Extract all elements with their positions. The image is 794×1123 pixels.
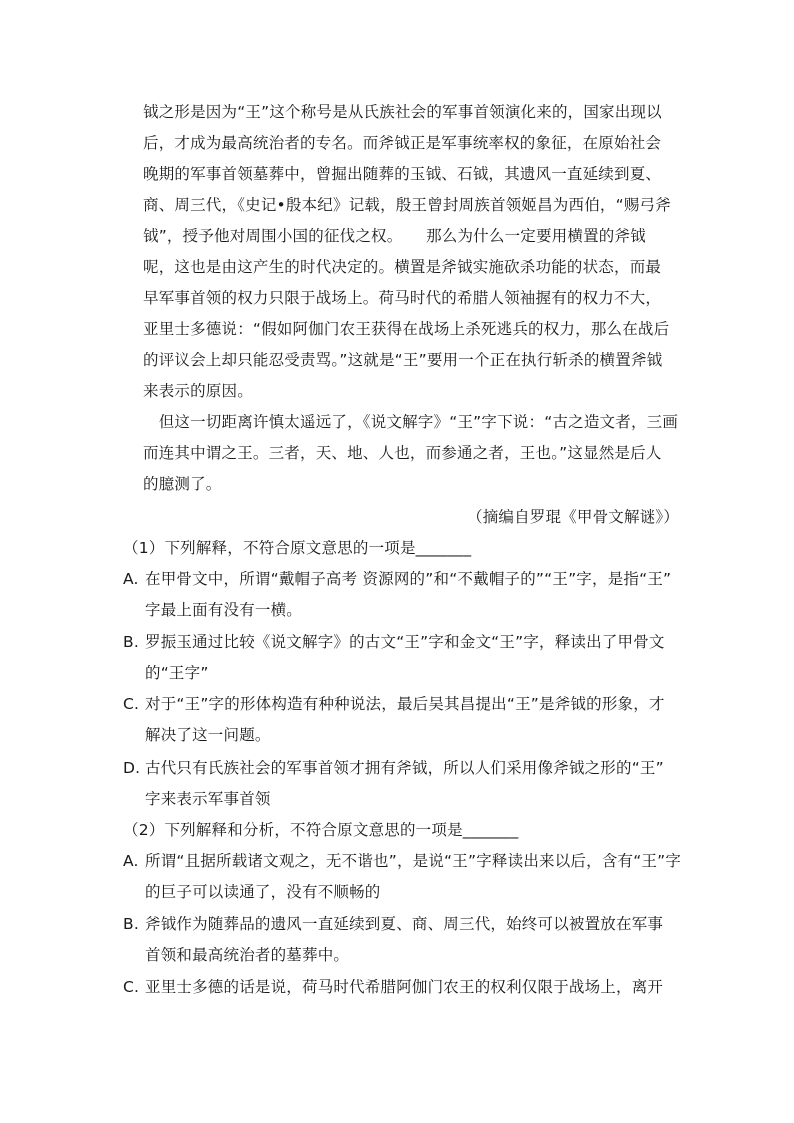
option-text: 解决了这一问题。 [145, 726, 271, 744]
passage-line: 早军事首领的权力只限于战场上。荷马时代的希腊人领袖握有的权力不大， [143, 289, 662, 307]
option-text: 罗振玉通过比较《说文解字》的古文“王”字和金文“王”字，释读出了甲骨文 [145, 633, 665, 651]
passage-line: 呢，这也是由这产生的时代决定的。横置是斧钺实施砍杀功能的状态，而最 [143, 258, 662, 276]
option-letter: A. [123, 852, 139, 870]
option-text: 对于“王”字的形体构造有种种说法，最后吴其昌提出“王”是斧钺的形象，才 [145, 695, 665, 713]
option-text: 首领和最高统治者的墓葬中。 [145, 946, 350, 964]
passage-line: 钺”，授予他对周围小国的征伐之权。 那么为什么一定要用横置的斧钺 [143, 227, 646, 245]
passage-line: 来表示的原因。 [143, 382, 253, 400]
question-stem: （2）下列解释和分析，不符合原文意思的一项是_______ [123, 821, 519, 839]
option-letter: B. [123, 633, 139, 651]
question-stem: （1）下列解释，不符合原文意思的一项是_______ [123, 539, 472, 557]
option-letter: C. [123, 978, 140, 996]
option-text: 的“王字” [145, 664, 209, 682]
option-text: 所谓“且据所载诸文观之，无不谐也”，是说“王”字释读出来以后，含有“王”字 [145, 852, 682, 870]
option-text: 在甲骨文中，所谓“戴帽子高考 资源网的”和“不戴帽子的”“王”字，是指“王” [145, 570, 672, 588]
option-text: 字最上面有没有一横。 [145, 601, 303, 619]
option-letter: C. [123, 695, 140, 713]
option-text: 古代只有氏族社会的军事首领才拥有斧钺，所以人们采用像斧钺之形的“王” [145, 759, 664, 777]
option-text: 字来表示军事首领 [145, 790, 271, 808]
passage-line: 而连其中谓之王。三者，天、地、人也，而参通之者，王也。”这显然是后人 [143, 444, 662, 462]
attribution: （摘编自罗琨《甲骨文解谜》） [467, 508, 680, 526]
passage-line: 的臆测了。 [143, 475, 222, 493]
passage-line: 钺之形是因为“王”这个称号是从氏族社会的军事首领演化来的，国家出现以 [143, 103, 662, 121]
passage-line: 商、周三代，《史记•殷本纪》记载，殷王曾封周族首领姬昌为西伯，“赐弓斧 [143, 196, 671, 214]
passage-line: 晚期的军事首领墓葬中，曾掘出随葬的玉钺、石钺，其遗风一直延续到夏、 [143, 165, 662, 183]
option-text: 的巨子可以读通了，没有不顺畅的 [145, 883, 381, 901]
option-letter: A. [123, 570, 139, 588]
passage-line: 后，才成为最高统治者的专名。而斧钺正是军事统率权的象征，在原始社会 [143, 134, 662, 152]
option-letter: D. [123, 759, 141, 777]
passage-line: 的评议会上却只能忍受责骂。”这就是“王”要用一个正在执行斩杀的横置斧钺 [143, 351, 663, 369]
option-letter: B. [123, 915, 139, 933]
option-text: 亚里士多德的话是说，荷马时代希腊阿伽门农王的权利仅限于战场上，离开 [145, 978, 664, 996]
passage-line: 亚里士多德说：“假如阿伽门农王获得在战场上杀死逃兵的权力，那么在战后 [143, 320, 670, 338]
passage-line: 但这一切距离许慎太遥远了，《说文解字》“王”字下说：“古之造文者，三画 [143, 413, 679, 431]
option-text: 斧钺作为随葬品的遗风一直延续到夏、商、周三代，始终可以被置放在军事 [145, 915, 664, 933]
